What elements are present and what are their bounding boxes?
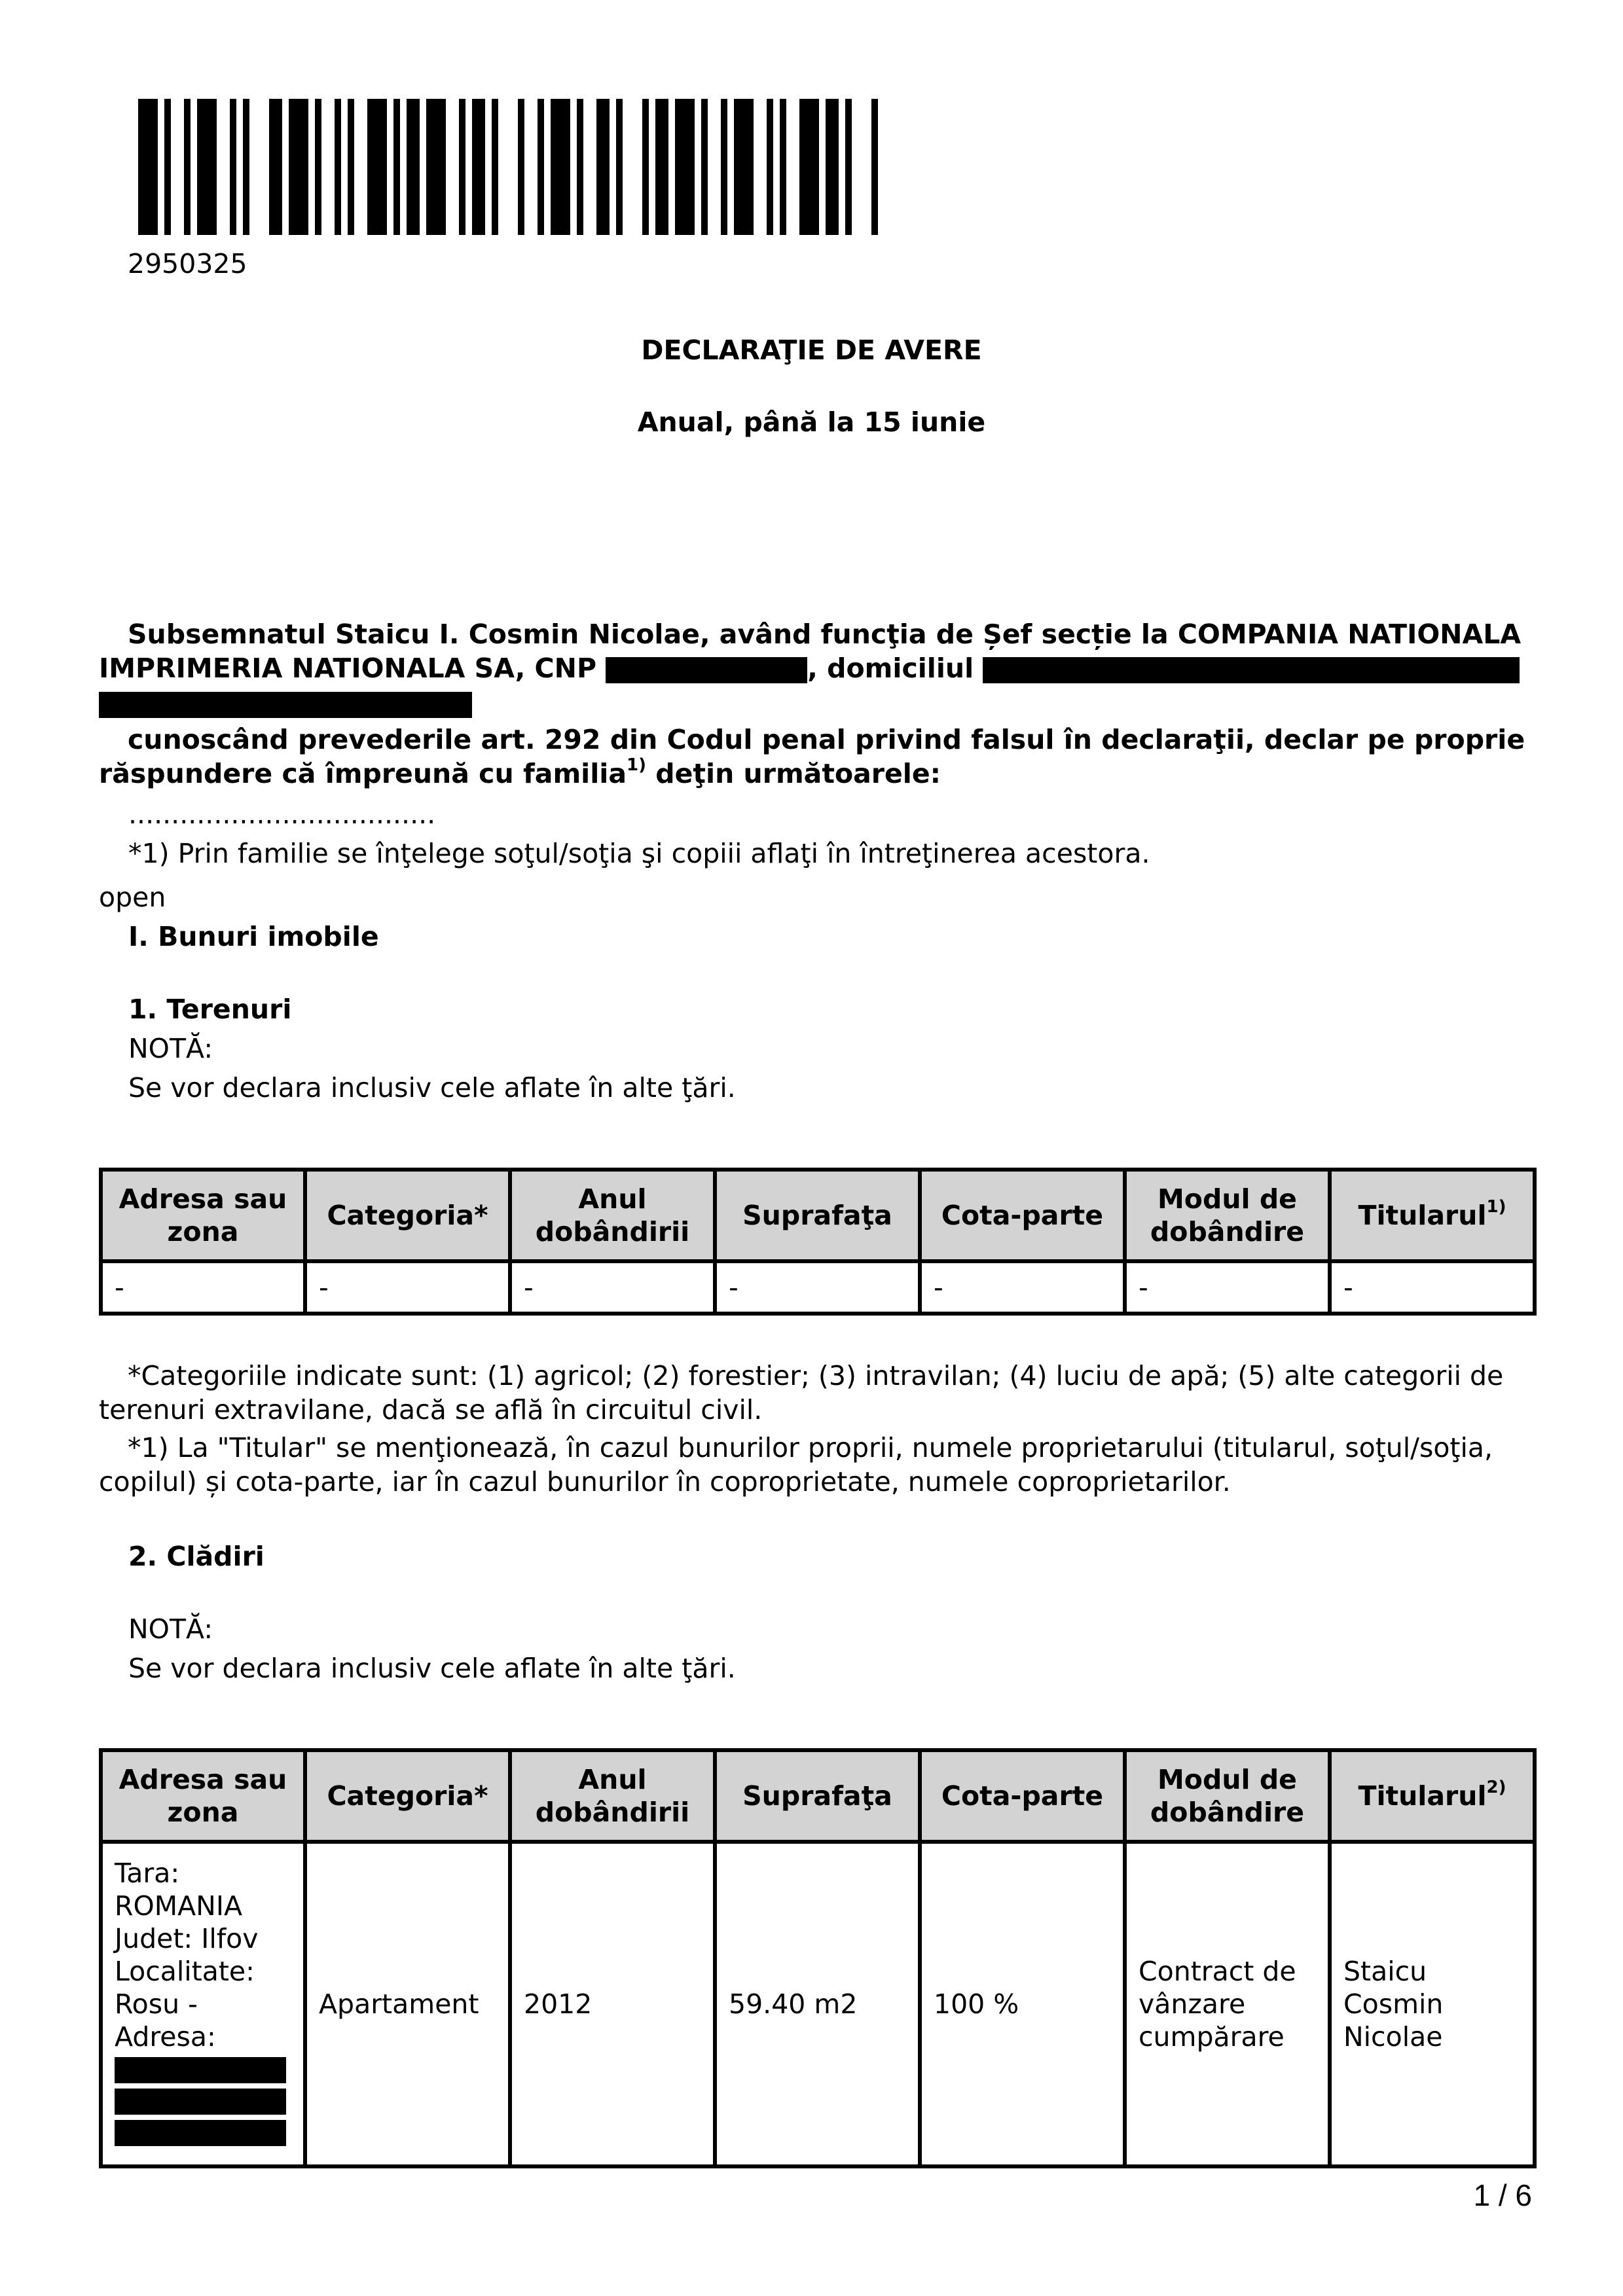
area-cell: 59.40 m2	[715, 1842, 920, 2166]
buildings-nota-label: NOTĂ:	[128, 1613, 213, 1645]
document-title: DECLARAŢIE DE AVERE	[641, 334, 982, 366]
barcode-bar	[184, 99, 191, 235]
header-holder	[1330, 1170, 1535, 1261]
header-acquisition-mode: Modul de dobândire	[1125, 1170, 1330, 1261]
barcode	[138, 99, 884, 235]
header-year: Anul dobândirii	[510, 1170, 715, 1261]
barcode-bar	[596, 99, 610, 235]
barcode-bar	[577, 99, 583, 235]
land-nota-label: NOTĂ:	[128, 1033, 213, 1064]
open-label: open	[99, 882, 166, 913]
domicile-label: , domiciliul	[807, 653, 974, 684]
address-line: Localitate:	[115, 1956, 255, 1987]
barcode-bar	[492, 99, 498, 235]
barcode-bar	[367, 99, 387, 235]
header-area: Suprafaţa	[715, 1170, 920, 1261]
declarant-statement	[99, 723, 1533, 791]
buildings-table	[99, 1748, 1537, 2168]
redacted-domicile	[983, 657, 1520, 683]
address-line: Judet: Ilfov	[115, 1923, 259, 1954]
barcode-bar	[799, 99, 819, 235]
redacted-cnp	[606, 657, 807, 683]
table-cell: -	[510, 1261, 715, 1314]
header-address: Adresa sau zona	[101, 1170, 305, 1261]
barcode-bar	[675, 99, 695, 235]
barcode-bar	[459, 99, 465, 235]
header-category: Categoria*	[305, 1750, 510, 1842]
table-cell: -	[920, 1261, 1125, 1314]
header-year: Anul dobândirii	[510, 1750, 715, 1842]
barcode-bar	[164, 99, 171, 235]
table-cell: -	[715, 1261, 920, 1314]
barcode-bar	[538, 99, 544, 235]
barcode-bar	[551, 99, 570, 235]
header-address: Adresa sau zona	[101, 1750, 305, 1842]
address-line: Adresa:	[115, 2021, 216, 2053]
holder-line: Staicu	[1343, 1956, 1427, 1987]
table-cell: -	[305, 1261, 510, 1314]
header-holder-label: Titularul	[1358, 1780, 1487, 1812]
acquisition-mode-line: cumpărare	[1139, 2021, 1285, 2053]
family-footnote-ref: 1)	[627, 755, 646, 776]
section-title-immovable: I. Bunuri imobile	[128, 921, 379, 952]
share-cell: 100 %	[920, 1842, 1125, 2166]
barcode-bar	[348, 99, 354, 235]
holder-cell	[1330, 1842, 1535, 2166]
category-cell: Apartament	[305, 1842, 510, 2166]
declarant-paragraph	[99, 617, 1533, 685]
acquisition-mode-cell	[1125, 1842, 1330, 2166]
year-cell: 2012	[510, 1842, 715, 2166]
holder-line: Nicolae	[1343, 2021, 1443, 2053]
header-share: Cota-parte	[920, 1750, 1125, 1842]
header-category: Categoria*	[305, 1170, 510, 1261]
barcode-bar	[393, 99, 400, 235]
subsection-title-buildings: 2. Clădiri	[128, 1541, 264, 1572]
barcode-bar	[289, 99, 308, 235]
barcode-bar	[616, 99, 623, 235]
barcode-bar	[767, 99, 773, 235]
barcode-bar	[197, 99, 217, 235]
land-table	[99, 1168, 1537, 1316]
barcode-bar	[335, 99, 341, 235]
redacted-address	[115, 2089, 286, 2115]
header-holder-sup: 1)	[1486, 1197, 1506, 1217]
header-share: Cota-parte	[920, 1170, 1125, 1261]
barcode-bar	[426, 99, 446, 235]
header-area: Suprafaţa	[715, 1750, 920, 1842]
barcode-bar	[642, 99, 649, 235]
redacted-domicile-continued	[99, 692, 472, 718]
table-cell: -	[101, 1261, 305, 1314]
land-table-header	[101, 1170, 1535, 1261]
barcode-bar	[655, 99, 668, 235]
document-subtitle: Anual, până la 15 iunie	[637, 406, 986, 438]
table-row	[101, 1842, 1535, 2166]
header-holder	[1330, 1750, 1535, 1842]
barcode-bar	[407, 99, 420, 235]
barcode-bar	[721, 99, 727, 235]
land-categories-footnote: *Categoriile indicate sunt: (1) agricol; (2) forestier; (3) intravilan; (4) luciu de apă; (5) alte categorii de terenuri extravilane, dacă se află în circuitul civil.	[99, 1360, 1504, 1426]
land-nota-text: Se vor declara inclusiv cele aflate în alte ţări.	[128, 1072, 736, 1103]
barcode-bar	[472, 99, 485, 235]
buildings-nota-text: Se vor declara inclusiv cele aflate în alte ţări.	[128, 1653, 736, 1684]
family-note: *1) Prin familie se înţelege soţul/soţia şi copiii aflaţi în întreţinerea acestora.	[128, 838, 1150, 869]
address-line: Tara:	[115, 1857, 180, 1889]
barcode-bar	[315, 99, 321, 235]
table-row	[101, 1261, 1535, 1314]
barcode-bar	[518, 99, 524, 235]
table-cell: -	[1330, 1261, 1535, 1314]
header-holder-label: Titularul	[1358, 1200, 1487, 1231]
barcode-bar	[230, 99, 236, 235]
barcode-bar	[701, 99, 708, 235]
barcode-bar	[269, 99, 282, 235]
barcode-bar	[871, 99, 878, 235]
buildings-table-header	[101, 1750, 1535, 1842]
address-line: ROMANIA	[115, 1890, 242, 1922]
table-cell: -	[1125, 1261, 1330, 1314]
header-acquisition-mode: Modul de dobândire	[1125, 1750, 1330, 1842]
acquisition-mode-line: Contract de	[1139, 1956, 1296, 1987]
redacted-address	[115, 2120, 286, 2146]
redacted-address	[115, 2057, 286, 2083]
holder-line: Cosmin	[1343, 1988, 1444, 2020]
dotted-line: ....................................	[128, 798, 436, 830]
subsection-title-land: 1. Terenuri	[128, 994, 292, 1025]
land-titular-footnote: *1) La "Titular" se menţionează, în cazul bunurilor proprii, numele proprietarului (titularul, soţul/soţia, copilul) și cota-parte, iar în cazul bunurilor în coproprietate, numele coproprietarilor.	[99, 1432, 1493, 1498]
page-number: 1 / 6	[1473, 2178, 1532, 2212]
barcode-bar	[845, 99, 852, 235]
barcode-bar	[780, 99, 786, 235]
statement-end: deţin următoarele:	[646, 758, 941, 789]
declarant-intro: Subsemnatul Staicu I. Cosmin Nicolae, având funcţia de Șef secție la COMPANIA NATIONALA IMPRIMERIA NATIONALA SA, CNP	[99, 619, 1522, 684]
barcode-bar	[734, 99, 754, 235]
barcode-bar	[138, 99, 158, 235]
address-line: Rosu -	[115, 1988, 198, 2020]
barcode-bar	[243, 99, 249, 235]
barcode-bar	[826, 99, 839, 235]
statement-text: cunoscând prevederile art. 292 din Codul penal privind falsul în declaraţii, declar pe proprie răspundere că împreună cu familia	[99, 724, 1525, 789]
barcode-number: 2950325	[128, 248, 247, 279]
address-cell	[101, 1842, 305, 2166]
header-holder-sup: 2)	[1486, 1778, 1506, 1798]
acquisition-mode-line: vânzare	[1139, 1988, 1246, 2020]
